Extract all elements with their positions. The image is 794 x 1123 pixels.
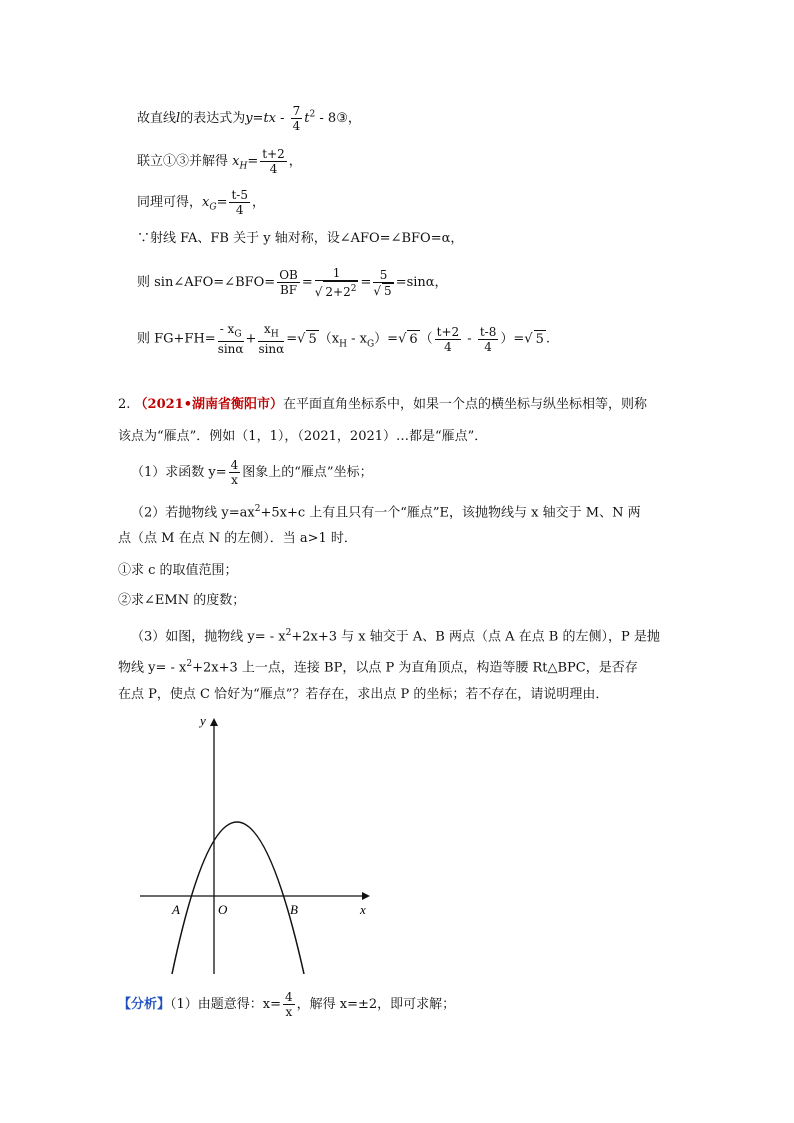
- analysis-line: 【分析】（1）由题意得：x= $\frac{4}{x}$ ，解得 x=±2，即可求解；: [118, 990, 456, 1019]
- text-line-1: 故直线l的表达式为y=tx - $\frac{7}{4}$ $t^2$ - 8③，: [137, 104, 361, 133]
- source-tag: （2021•湖南省衡阳市）: [134, 397, 284, 412]
- sub-question-3-cont2: 在点 P，使点 C 恰好为“雁点”？若存在，求出点 P 的坐标；若不存在，请说明理由．: [118, 687, 609, 702]
- parabola-curve: [172, 822, 304, 974]
- text-line-5: 则 sin∠AFO=∠BFO= $\frac{OB}{BF}$ = $\frac{1}{√ 2+2^2}$ = $\frac{5}{√ 5}$ =sinα，: [137, 266, 448, 299]
- fraction: $\frac{t-5}{4}$: [231, 188, 248, 217]
- fraction: $\frac{t-8}{4}$: [479, 324, 497, 354]
- y-axis-label: y: [200, 713, 206, 728]
- fraction: $\frac{4}{x}$: [285, 990, 293, 1019]
- analysis-tag: 【分析】: [118, 997, 171, 1012]
- sub-question-2-i: ①求 c 的取值范围；: [118, 563, 238, 578]
- point-label-b: B: [290, 902, 298, 917]
- point-label-o: O: [218, 902, 228, 917]
- sub-question-2: （2）若抛物线 $y=ax^2+5x+c$ 上有且只有一个“雁点”E，该抛物线与 x 轴交于 M、N 两: [131, 504, 641, 521]
- sub-question-2-ii: ②求∠EMN 的度数；: [118, 593, 246, 608]
- sub-question-1: （1）求函数 y= $\frac{4}{x}$ 图象上的“雁点”坐标；: [131, 458, 373, 487]
- y-axis-arrow: [210, 718, 218, 726]
- text-line-4: ∵射线 FA、FB 关于 y 轴对称，设∠AFO=∠BFO=α，: [137, 231, 464, 246]
- fraction: $\frac{x_H}{\sin\alpha}$: [258, 322, 285, 357]
- text-line-3: 同理可得，$x_G=$ $\frac{t-5}{4}$ ，: [137, 188, 265, 217]
- sub-question-3: （3）如图，抛物线 $y= - x^2+2x+3$ 与 x 轴交于 A、B 两点（点 A 在点 B 的左侧），P 是抛: [131, 628, 660, 645]
- point-label-a: A: [172, 902, 180, 917]
- x-axis-label: x: [360, 902, 366, 917]
- sub-question-2-cont: 点（点 M 在点 N 的左侧）．当 a>1 时．: [118, 531, 357, 546]
- parabola-figure: [130, 710, 390, 980]
- question-2-stem-cont: 该点为“雁点”．例如（1，1），（2021，2021）…都是“雁点”．: [118, 429, 488, 444]
- fraction: $\frac{5}{√ 5}$: [373, 267, 392, 298]
- text-line-2: 联立①③并解得 $x_H=$ $\frac{t+2}{4}$ ，: [137, 147, 302, 176]
- fraction: $\frac{1}{√ 2+2^2}$: [314, 266, 357, 299]
- fraction: $\frac{t+2}{4}$: [262, 147, 285, 176]
- fraction: $\frac{OB}{BF}$: [279, 268, 298, 297]
- fraction: $\frac{- x_G}{\sin\alpha}$: [217, 322, 244, 357]
- sub-question-3-cont: 物线 $y= - x^2+2x+3$ 上一点，连接 BP，以点 P 为直角顶点，构造等腰 Rt△BPC，是否存: [118, 659, 638, 676]
- question-2-stem: 2. （2021•湖南省衡阳市）在平面直角坐标系中，如果一个点的横坐标与纵坐标相等，则称: [118, 397, 648, 412]
- fraction: $\frac{4}{x}$: [230, 458, 239, 487]
- fraction: $\frac{t+2}{4}$: [436, 324, 460, 354]
- x-axis-arrow: [362, 892, 370, 900]
- fraction: $\frac{7}{4}$: [292, 104, 301, 133]
- text-line-6: 则 FG+FH= $\frac{- x_G}{\sin\alpha}$ + $\frac{x_H}{\sin\alpha}$ =√ 5 $(x_H - x_G)=√$ 6 （ $\frac{t+2}{4}$ - $\frac{t-8}{4}$ ）=√ 5 .: [137, 322, 550, 357]
